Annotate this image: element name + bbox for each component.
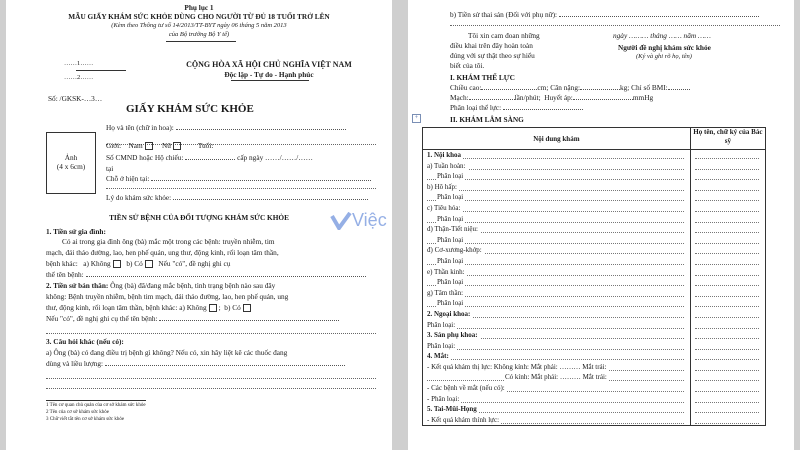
exam-row-label: g) Tâm thần: [427, 288, 464, 297]
signature-row[interactable] [693, 203, 763, 214]
exam-row[interactable] [425, 161, 688, 172]
exam-row-label: Phân loại [437, 256, 464, 265]
exam-row[interactable] [425, 203, 688, 214]
address-label: Chỗ ở hiện tại: [106, 174, 150, 183]
form-title: MẪU GIẤY KHÁM SỨC KHỎE DÙNG CHO NGƯỜI TỪ ĐỦ 18 TUỔI TRỞ LÊN [68, 12, 330, 21]
exam-row[interactable] [425, 372, 688, 383]
footnote-3: 3 Chữ viết tắt tên cơ sở khám sức khỏe [46, 417, 125, 422]
female-label: Nữ [162, 141, 172, 150]
other-questions-line-1: a) Ông (bà) có đang điều trị bệnh gì không? Nếu có, xin hãy liệt kê các thuốc đang [46, 348, 288, 357]
exam-row[interactable] [425, 383, 688, 394]
maternity-history-field[interactable] [450, 10, 759, 19]
appendix-label: Phụ lục 1 [184, 3, 214, 12]
exam-row-label: 1. Nội khoa [427, 151, 462, 159]
exam-row-label: a) Tuần hoàn: [427, 161, 466, 170]
signature-row[interactable] [693, 330, 763, 341]
bp-label: Huyết áp: [544, 93, 573, 102]
reason-field[interactable] [106, 193, 368, 202]
id-place [106, 164, 113, 173]
personal-disease-name[interactable] [46, 314, 339, 323]
reason-label: Lý do khám sức khỏe: [106, 193, 172, 202]
exam-row-label: 5. Tai-Mũi-Họng [427, 405, 477, 414]
family-history-heading: 1. Tiền sử gia đình: [46, 227, 106, 236]
personal-yes-checkbox[interactable] [243, 304, 251, 312]
form-subtitle-1: (Kèm theo Thông tư số 14/2013/TT-BYT ngày 06 tháng 5 năm 2013 [111, 22, 287, 29]
exam-row-label: - Kết quả khám thính lực: [427, 415, 500, 424]
family-history-line-1: Có ai trong gia đình ông (bà) mắc một trong các bệnh: truyền nhiễm, tim [62, 237, 275, 246]
footnote-2: 2 Tên của cơ sở khám sức khỏe [46, 410, 110, 415]
exam-row[interactable] [425, 362, 688, 373]
exam-row[interactable] [425, 341, 688, 352]
exam-row[interactable] [425, 224, 688, 235]
exam-row[interactable] [425, 394, 688, 405]
photo-label: Ảnh [64, 153, 78, 162]
exam-row-label: Phân loại [437, 299, 464, 308]
signature-row[interactable] [693, 288, 763, 299]
watermark-text: Việc [352, 210, 387, 230]
commitment-line-3: đúng với sự thật theo sự hiểu [450, 51, 535, 60]
signature-row[interactable] [693, 351, 763, 362]
signature-row[interactable] [693, 372, 763, 383]
exam-row[interactable] [425, 267, 688, 278]
signature-row[interactable] [693, 415, 763, 426]
signature-row[interactable] [693, 150, 763, 161]
name-label: Họ và tên (chữ in hoa): [106, 123, 174, 132]
signature-row[interactable] [693, 404, 763, 415]
personal-history-heading: 2. Tiền sử bản thân: [46, 281, 109, 290]
personal-history-line-1 [46, 281, 275, 290]
signature-row[interactable] [693, 394, 763, 405]
other-questions-line-2[interactable] [46, 359, 345, 368]
exam-row-label: Phân loại [437, 278, 464, 287]
signature-row[interactable] [693, 256, 763, 267]
doctor-signature-header: Họ tên, chữ ký của Bác sỹ [690, 128, 765, 150]
signature-row[interactable] [693, 383, 763, 394]
requester-title: Người đề nghị khám sức khỏe [618, 43, 711, 52]
id-issued-date: cấp ngày ……/……/…… [237, 153, 313, 162]
signature-row[interactable] [693, 224, 763, 235]
document-number: Số: /GKSK-…3… [48, 94, 103, 103]
exam-row-label: - Kết quả khám thị lực: Không kính: Mắt phải: ……… Mắt trái: [427, 362, 607, 371]
exam-row[interactable] [425, 256, 688, 267]
exam-row[interactable] [425, 288, 688, 299]
name-field[interactable] [106, 123, 346, 132]
signature-row[interactable] [693, 362, 763, 373]
exam-row-label: Có kính: Mắt phải: ……… Mắt trái: [505, 373, 607, 382]
exam-row-label: d) Thận-Tiết niệu: [427, 225, 478, 234]
weight-label: Cân nặng: [550, 83, 580, 92]
clinical-exam-heading: II. KHÁM LÂM SÀNG [450, 115, 524, 124]
country-name: CỘNG HÒA XÃ HỘI CHỦ NGHĨA VIỆT NAM [186, 60, 352, 69]
male-checkbox[interactable] [145, 142, 153, 150]
pulse-unit: lần/phút; [514, 93, 541, 102]
personal-no-label: thư, động kinh, rối loạn tâm thần, bệnh khác: a) Không [46, 303, 207, 312]
personal-disease-label: Nếu "có", đề nghị ghi cụ thể tên bệnh: [46, 314, 158, 323]
other-disease-label: bệnh khác: [46, 259, 78, 268]
physical-exam-heading: I. KHÁM THỂ LỰC [450, 73, 515, 82]
signature-row[interactable] [693, 309, 763, 320]
exam-row-label: - Phân loại: [427, 394, 460, 403]
clinical-exam-table [422, 127, 766, 426]
age-label: Tuổi: [197, 141, 214, 150]
requester-note: (Ký và ghi rõ họ, tên) [636, 53, 692, 60]
exam-row[interactable] [425, 330, 688, 341]
exam-row[interactable] [425, 404, 688, 415]
signature-row[interactable] [693, 171, 763, 182]
signature-row[interactable] [693, 341, 763, 352]
photo-box [46, 132, 96, 194]
male-label: Nam [128, 141, 143, 150]
height-weight-row[interactable] [450, 83, 690, 92]
signature-row[interactable] [693, 267, 763, 278]
female-checkbox[interactable] [173, 142, 181, 150]
family-history-line-3 [46, 259, 230, 268]
exam-row[interactable] [425, 235, 688, 246]
family-no-checkbox[interactable] [113, 260, 121, 268]
exam-row-label: 2. Ngoại khoa: [427, 309, 471, 318]
physical-class-label: Phân loại thể lực: [450, 103, 502, 112]
form-subtitle-2: của Bộ trưởng Bộ Y tế) [168, 31, 230, 38]
exam-row[interactable] [425, 192, 688, 203]
physical-class-field[interactable] [450, 103, 583, 112]
personal-history-line-3: thư, động kinh, rối loạn tâm thần, bệnh khác: a) Không ; b) Có [46, 303, 253, 312]
family-no-label: a) Không [83, 259, 111, 268]
footnote-1: 1 Tên cơ quan chủ quản của cơ sở khám sức khỏe [46, 403, 146, 408]
gender-label: Giới: [106, 141, 122, 150]
family-history-line-2: mạch, đái tháo đường, lao, hen phế quản, ung thư, động kinh, rối loạn tâm thần, [46, 248, 279, 257]
watermark-check-icon [330, 212, 352, 230]
doctor-signature-column [690, 150, 765, 426]
exam-content-header: Nội dung khám [423, 128, 691, 150]
exam-row[interactable] [425, 245, 688, 256]
exam-row-label: đ) Cơ-xương-khớp: [427, 246, 482, 255]
history-heading: TIỀN SỬ BỆNH CỦA ĐỐI TƯỢNG KHÁM SỨC KHỎE [109, 213, 289, 222]
exam-row-label: c) Tiêu hóa: [427, 203, 461, 212]
other-questions-heading: 3. Câu hỏi khác (nếu có): [46, 337, 124, 346]
exam-row-label: - Các bệnh về mắt (nếu có): [427, 384, 505, 393]
form-page-right [408, 0, 794, 450]
commitment-line-1: Tôi xin cam đoan những [468, 31, 540, 40]
document-title: GIẤY KHÁM SỨC KHỎE [126, 103, 254, 115]
height-unit: cm; [537, 83, 549, 92]
exam-row[interactable] [425, 309, 688, 320]
address-field[interactable] [106, 174, 371, 183]
exam-content-column [423, 150, 691, 426]
commitment-line-4: biết của tôi. [450, 61, 485, 70]
personal-no-checkbox[interactable] [209, 304, 217, 312]
exam-row-label: Phân loại: [427, 320, 456, 329]
signature-row[interactable] [693, 298, 763, 309]
exam-row[interactable] [425, 277, 688, 288]
family-yes-checkbox[interactable] [145, 260, 153, 268]
signature-row[interactable] [693, 277, 763, 288]
id-place-label: tại [106, 164, 114, 173]
bmi-label: Chỉ số BMI: [631, 83, 668, 92]
footnote-ref-1: ……1…… [64, 60, 94, 67]
medication-label: dùng và liều lượng: [46, 359, 104, 368]
exam-row-label: Phân loại [437, 235, 464, 244]
photo-size: (4 x 6cm) [56, 162, 86, 171]
exam-row-label: b) Hô hấp: [427, 182, 457, 191]
id-label: Số CMND hoặc Hộ chiếu: [106, 153, 184, 162]
exam-row-label: e) Thần kinh: [427, 267, 465, 276]
signature-row[interactable] [693, 320, 763, 331]
footnote-ref-2: ……2…… [64, 74, 94, 81]
exam-row[interactable] [425, 150, 688, 161]
pulse-label: Mạch: [450, 93, 469, 102]
id-field[interactable] [106, 153, 313, 162]
signature-row[interactable] [693, 192, 763, 203]
signature-date: ngày ……… tháng …… năm …… [613, 31, 711, 40]
gender-field[interactable] [106, 141, 213, 150]
exam-row[interactable] [425, 415, 688, 426]
signature-row[interactable] [693, 161, 763, 172]
exam-row-label: Phân loại: [427, 341, 456, 350]
family-disease-name[interactable] [46, 270, 366, 279]
exam-row-label: Phân loại [437, 172, 464, 181]
personal-yes-label: b) Có [224, 303, 241, 312]
family-specify-label: Nếu "có", đề nghị ghi cụ [158, 259, 231, 268]
exam-row-label: Phân loại [437, 193, 464, 202]
motto: Độc lập - Tự do - Hạnh phúc [224, 70, 314, 79]
exam-row-label: 3. Sản phụ khoa: [427, 331, 478, 340]
signature-row[interactable] [693, 245, 763, 256]
signature-row[interactable] [693, 235, 763, 246]
exam-row-label: Phân loại [437, 214, 464, 223]
signature-row[interactable] [693, 214, 763, 225]
height-label: Chiều cao: [450, 83, 482, 92]
personal-history-text-1: Ông (bà) đã/đang mắc bệnh, tình trạng bệnh nào sau đây [110, 281, 276, 290]
pulse-bp-row[interactable] [450, 93, 653, 102]
personal-history-line-2: không: Bệnh truyền nhiễm, bệnh tim mạch, đái tháo đường, lao, hen phế quản, ung [46, 292, 289, 301]
commitment-line-2: điều khai trên đây hoàn toàn [450, 41, 533, 50]
exam-row[interactable] [425, 320, 688, 331]
bp-unit: mmHg [632, 93, 654, 102]
family-yes-label: b) Có [126, 259, 143, 268]
signature-row[interactable] [693, 182, 763, 193]
maternity-history-label: b) Tiền sử thai sản (Đối với phụ nữ): [450, 10, 558, 19]
exam-row[interactable] [425, 214, 688, 225]
exam-row[interactable] [425, 182, 688, 193]
exam-row[interactable] [425, 298, 688, 309]
watermark-logo [330, 210, 387, 231]
family-history-title [46, 227, 106, 236]
family-disease-label: thể tên bệnh: [46, 270, 84, 279]
exam-row[interactable] [425, 171, 688, 182]
exam-row[interactable] [425, 351, 688, 362]
weight-unit: kg; [620, 83, 630, 92]
exam-row-label: 4. Mắt: [427, 352, 449, 361]
table-move-handle-icon[interactable]: + [412, 114, 421, 123]
